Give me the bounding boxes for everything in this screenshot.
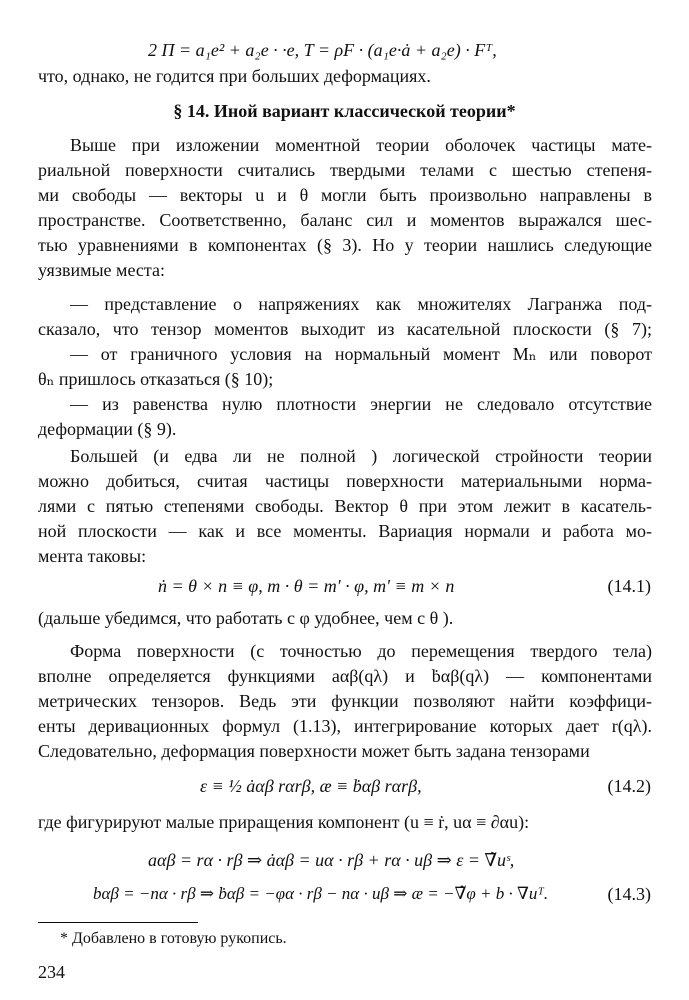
list-item-line: сказало, что тензор моментов выходит из касательной плоскости (§ 7); <box>38 319 652 339</box>
footnote-rule <box>38 922 198 923</box>
paragraph-line: вполне определяется функциями aαβ(qλ) и ḃαβ(qλ) — компонентами <box>38 666 652 686</box>
paragraph-line: уязвимые места: <box>38 260 165 280</box>
paragraph-line: Выше при изложении моментной теории оболочек частицы мате- <box>70 135 652 155</box>
paragraph-line: ной плоскости — как и все моменты. Вариация нормали и работа мо- <box>38 521 652 541</box>
equation-number: (14.2) <box>607 776 651 796</box>
page-number: 234 <box>38 962 65 982</box>
paragraph-line: Следовательно, деформация поверхности может быть задана тензорами <box>38 741 590 761</box>
list-item-line: θₙ пришлось отказаться (§ 10); <box>38 369 274 389</box>
section-heading: § 14. Иной вариант классической теории* <box>173 101 516 121</box>
paragraph-line: метрических тензоров. Ведь эти функции позволяют найти коэффици- <box>38 691 652 711</box>
paragraph-line: (дальше убедимся, что работать с φ удобнее, чем с θ ). <box>38 608 454 628</box>
paragraph-line: енты деривационных формул (1.13), интегрирование которых дает r(qλ). <box>38 716 652 736</box>
top-equation: 2 Π = a₁e² + a₂e · ·e, T = ρF · (a₁e·ȧ + a₂e) · Fᵀ, <box>148 40 497 60</box>
equation-number: (14.3) <box>607 884 651 904</box>
equation-number: (14.1) <box>607 576 651 596</box>
paragraph-line: где фигурируют малые приращения компонент (u ≡ ṙ, uα ≡ ∂αu): <box>38 812 530 832</box>
equation-14-3a: aαβ = rα · rβ ⇒ ȧαβ = uα · rβ + rα · uβ ⇒ ε = ∇̃uˢ, <box>148 850 515 870</box>
list-item-line: — из равенства нулю плотности энергии не следовало отсутствие <box>70 394 652 414</box>
paragraph-line: мента таковы: <box>38 546 147 566</box>
top-line: что, однако, не годится при больших деформациях. <box>38 66 431 86</box>
paragraph-line: риальной поверхности считались твердыми телами с шестью степеня- <box>38 160 652 180</box>
paragraph-line: пространстве. Соответственно, баланс сил и моментов выражался шес- <box>38 210 652 230</box>
paragraph-line: лями с пятью степенями свободы. Вектор θ при этом лежит в касатель- <box>38 496 652 516</box>
paragraph-line: Большей (и едва ли не полной ) логической стройности теории <box>70 446 652 466</box>
equation-14-1: ṅ = θ × n ≡ φ, m · θ = m′ · φ, m′ ≡ m × n <box>158 576 455 596</box>
list-item-line: — представление о напряжениях как множителях Лагранжа под- <box>70 294 652 314</box>
paragraph-line: ми свободы — векторы u и θ могли быть произвольно направлены в <box>38 185 652 205</box>
equation-14-2: ε ≡ ½ ȧαβ rαrβ, æ ≡ ḃαβ rαrβ, <box>200 776 422 796</box>
equation-14-3b: bαβ = −nα · rβ ⇒ ḃαβ = −φα · rβ − nα · uβ ⇒ æ = −∇̃φ + b · ∇uᵀ. <box>93 884 549 903</box>
list-item-line: — от граничного условия на нормальный момент Mₙ или поворот <box>70 344 652 364</box>
paragraph-line: тью уравнениями в компонентах (§ 3). Но у теории нашлись следующие <box>38 235 652 255</box>
footnote: * Добавлено в готовую рукопись. <box>60 930 287 947</box>
paragraph-line: можно добиться, считая частицы поверхности материальными норма- <box>38 471 652 491</box>
list-item-line: деформации (§ 9). <box>38 419 177 439</box>
paragraph-line: Форма поверхности (с точностью до перемещения твердого тела) <box>70 641 652 661</box>
